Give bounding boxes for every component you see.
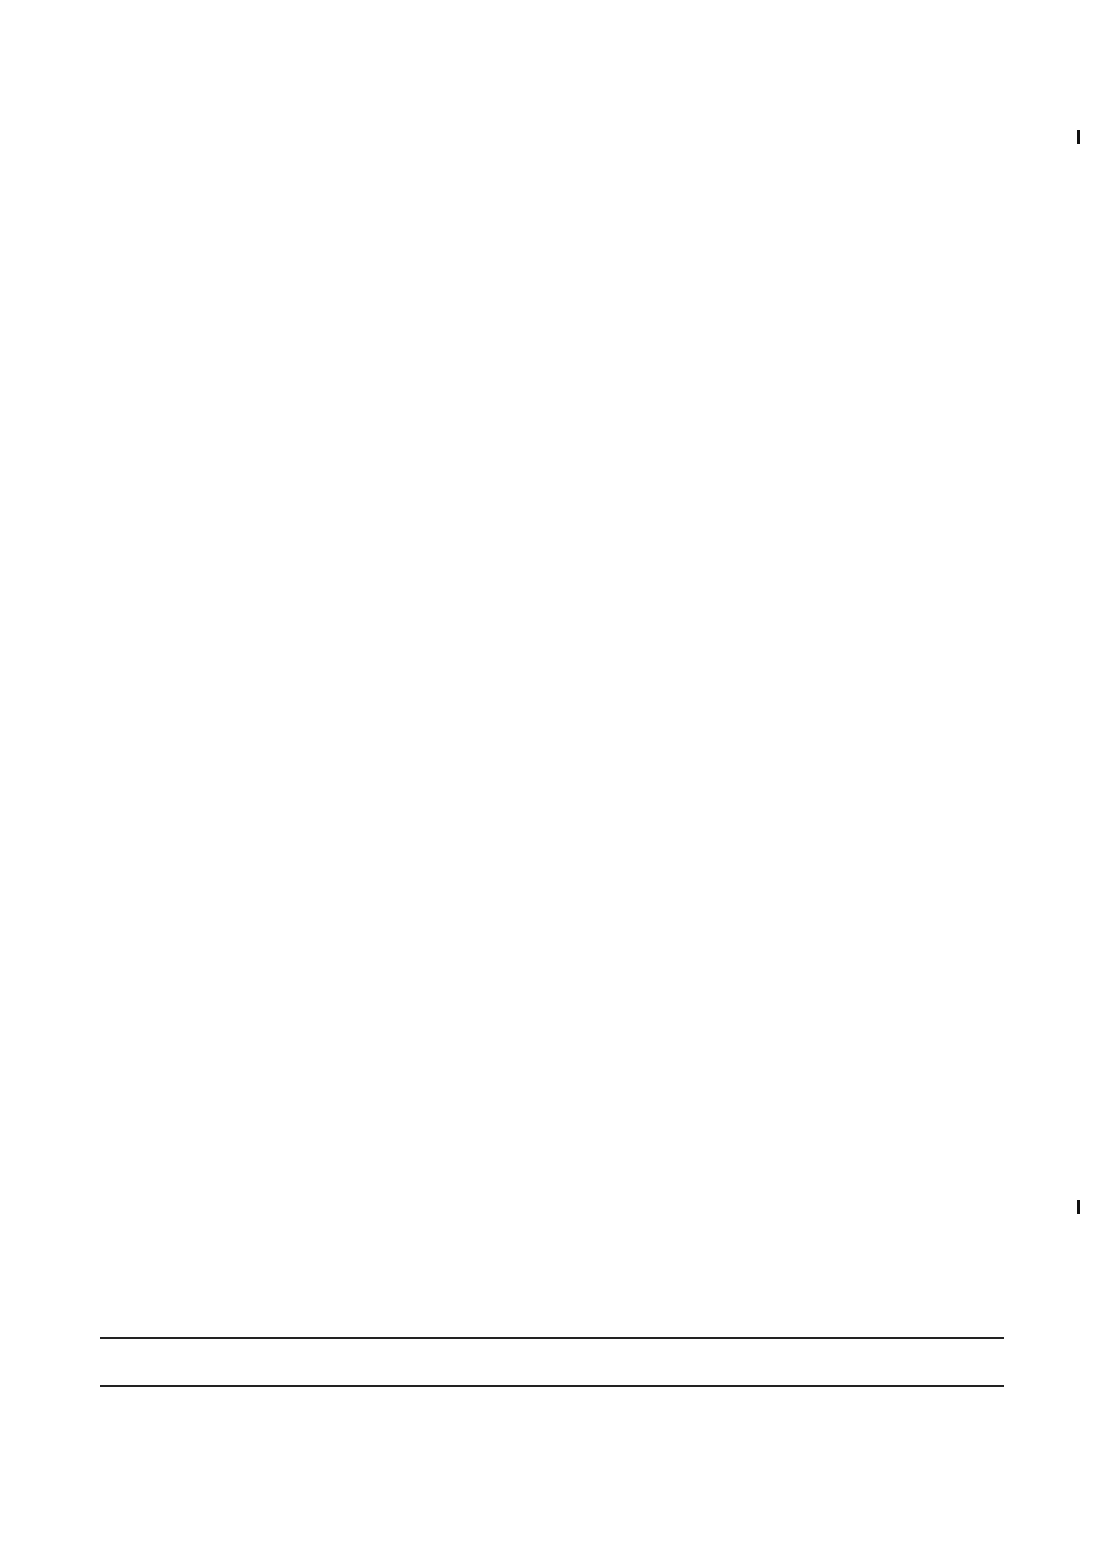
footnote-divider [100, 1337, 1004, 1339]
commentary-divider [100, 1385, 1004, 1387]
margin-mark [1077, 1200, 1080, 1214]
margin-mark [1077, 130, 1080, 144]
